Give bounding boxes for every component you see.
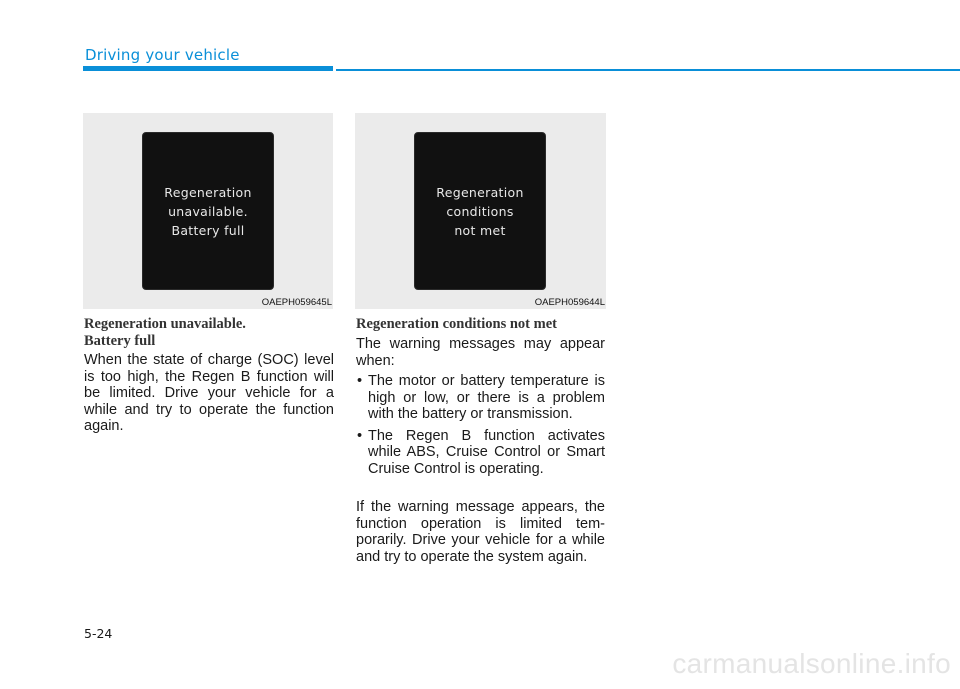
cluster-display [142,132,274,290]
header-rule [336,69,960,71]
section-heading-battery-full: Regeneration unavailable. Battery full [84,316,246,349]
cluster-display [414,132,546,290]
figure-battery-full [83,113,333,309]
page-number: 5-24 [84,626,113,641]
list-item-text: The Regen B function activates while ABS, Cruise Control or Smart Cruise Control is operating. [368,427,605,477]
list-item [356,428,605,478]
figure-code: OAEPH059644L [534,297,605,308]
list-item [356,373,605,423]
section-outro-conditions: If the warning message appears, the function operation is limited temporarily. Drive your vehicle for a while and try to operate the system again. [356,499,605,565]
list-item-text: The motor or battery temperature is high or low, or there is a problem with the battery or transmission. [368,373,605,422]
header-bar-accent [83,66,333,71]
condition-list [356,373,605,482]
bullet-icon: • [357,427,363,444]
figure-code: OAEPH059645L [261,297,332,308]
display-message: Regeneration conditions not met [436,184,524,238]
figure-conditions-not-met [355,113,606,309]
section-header-title: Driving your vehicle [85,46,240,64]
watermark: carmanualsonline.info [672,648,951,679]
display-message: Regeneration unavailable. Battery full [164,184,252,238]
section-intro-conditions: The warning messages may appear when: [356,336,605,369]
bullet-icon: • [357,373,363,389]
section-body-battery-full: When the state of charge (SOC) level is too high, the Regen B function will be limited. Drive your vehicle for a while and try to operate the function again. [84,352,334,434]
section-heading-conditions: Regeneration conditions not met [356,316,557,332]
